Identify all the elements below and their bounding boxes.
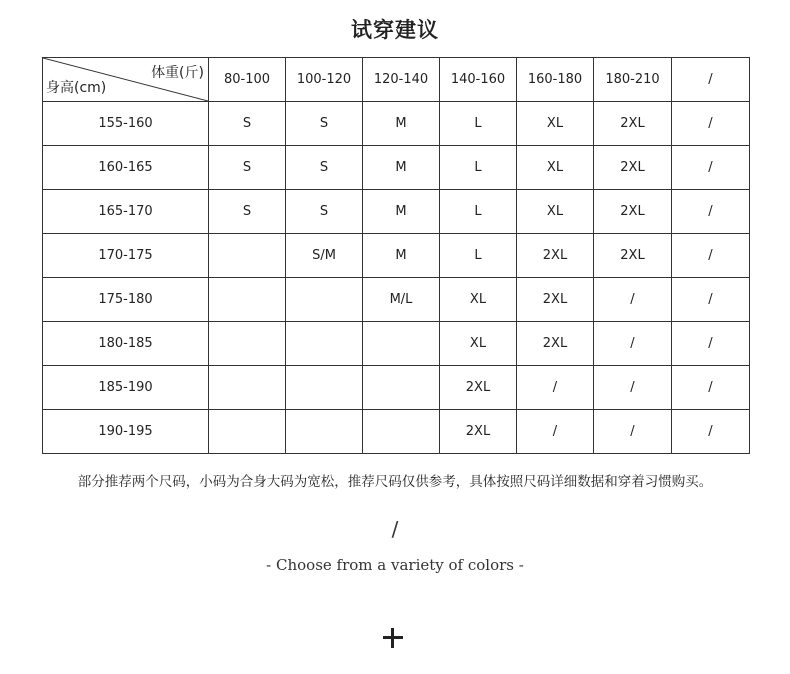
weight-axis-label: 体重(斤)	[151, 65, 204, 81]
size-cell: /	[594, 278, 672, 322]
size-cell: L	[440, 146, 517, 190]
size-cell: S	[286, 146, 363, 190]
height-range-cell: 175-180	[43, 278, 209, 322]
size-cell: S	[286, 190, 363, 234]
table-row	[43, 102, 750, 146]
weight-header: 120-140	[363, 58, 440, 102]
size-cell	[286, 410, 363, 454]
size-recommendation-table	[42, 57, 750, 454]
size-cell: XL	[517, 146, 594, 190]
size-cell: M	[363, 234, 440, 278]
table-header-row	[43, 58, 750, 102]
table-row	[43, 366, 750, 410]
height-range-cell: 180-185	[43, 322, 209, 366]
size-cell	[286, 366, 363, 410]
size-cell: /	[517, 410, 594, 454]
height-range-cell: 185-190	[43, 366, 209, 410]
size-cell: S	[209, 190, 286, 234]
size-cell: /	[672, 146, 750, 190]
size-note: 部分推荐两个尺码，小码为合身大码为宽松，推荐尺码仅供参考，具体按照尺码详细数据和穿着习惯购买。	[77, 474, 713, 490]
weight-header: 100-120	[286, 58, 363, 102]
height-axis-label: 身高(cm)	[46, 80, 107, 96]
size-cell: /	[672, 102, 750, 146]
table-row	[43, 234, 750, 278]
slash-divider: /	[391, 517, 399, 541]
size-cell: M	[363, 102, 440, 146]
corner-header-cell	[43, 58, 209, 102]
size-cell: /	[594, 366, 672, 410]
size-cell: /	[672, 322, 750, 366]
size-cell	[363, 410, 440, 454]
size-cell: S	[286, 102, 363, 146]
table-row	[43, 278, 750, 322]
size-cell	[363, 366, 440, 410]
size-cell: 2XL	[517, 278, 594, 322]
weight-header: 140-160	[440, 58, 517, 102]
size-cell	[209, 410, 286, 454]
size-cell: L	[440, 102, 517, 146]
height-range-cell: 155-160	[43, 102, 209, 146]
table-row	[43, 146, 750, 190]
size-cell: 2XL	[594, 102, 672, 146]
weight-header: 180-210	[594, 58, 672, 102]
size-cell: XL	[440, 278, 517, 322]
size-cell: L	[440, 190, 517, 234]
size-cell: /	[672, 278, 750, 322]
size-cell: M	[363, 190, 440, 234]
size-cell: S	[209, 102, 286, 146]
size-cell: 2XL	[440, 410, 517, 454]
size-cell: /	[594, 322, 672, 366]
table-row	[43, 322, 750, 366]
plus-icon	[383, 628, 403, 648]
size-cell: 2XL	[517, 234, 594, 278]
size-cell: /	[517, 366, 594, 410]
size-cell: /	[594, 410, 672, 454]
size-cell	[286, 322, 363, 366]
size-cell: /	[672, 190, 750, 234]
height-range-cell: 170-175	[43, 234, 209, 278]
size-cell	[209, 278, 286, 322]
height-range-cell: 190-195	[43, 410, 209, 454]
size-cell: XL	[517, 102, 594, 146]
size-cell	[209, 366, 286, 410]
weight-header: 80-100	[209, 58, 286, 102]
table-row	[43, 190, 750, 234]
size-cell: 2XL	[594, 234, 672, 278]
weight-header: /	[672, 58, 750, 102]
size-cell: S	[209, 146, 286, 190]
size-cell	[286, 278, 363, 322]
weight-header: 160-180	[517, 58, 594, 102]
table-row	[43, 410, 750, 454]
size-cell: /	[672, 410, 750, 454]
size-cell: S/M	[286, 234, 363, 278]
size-cell: /	[672, 366, 750, 410]
colors-caption: - Choose from a variety of colors -	[266, 556, 524, 574]
height-range-cell: 165-170	[43, 190, 209, 234]
size-cell: 2XL	[594, 146, 672, 190]
size-cell: 2XL	[517, 322, 594, 366]
size-cell: L	[440, 234, 517, 278]
size-cell	[363, 322, 440, 366]
size-cell: /	[672, 234, 750, 278]
size-cell: 2XL	[440, 366, 517, 410]
height-range-cell: 160-165	[43, 146, 209, 190]
size-cell	[209, 234, 286, 278]
size-cell: XL	[440, 322, 517, 366]
size-cell: XL	[517, 190, 594, 234]
page-title: 试穿建议	[351, 18, 439, 42]
size-cell	[209, 322, 286, 366]
size-cell: M/L	[363, 278, 440, 322]
size-cell: 2XL	[594, 190, 672, 234]
size-cell: M	[363, 146, 440, 190]
